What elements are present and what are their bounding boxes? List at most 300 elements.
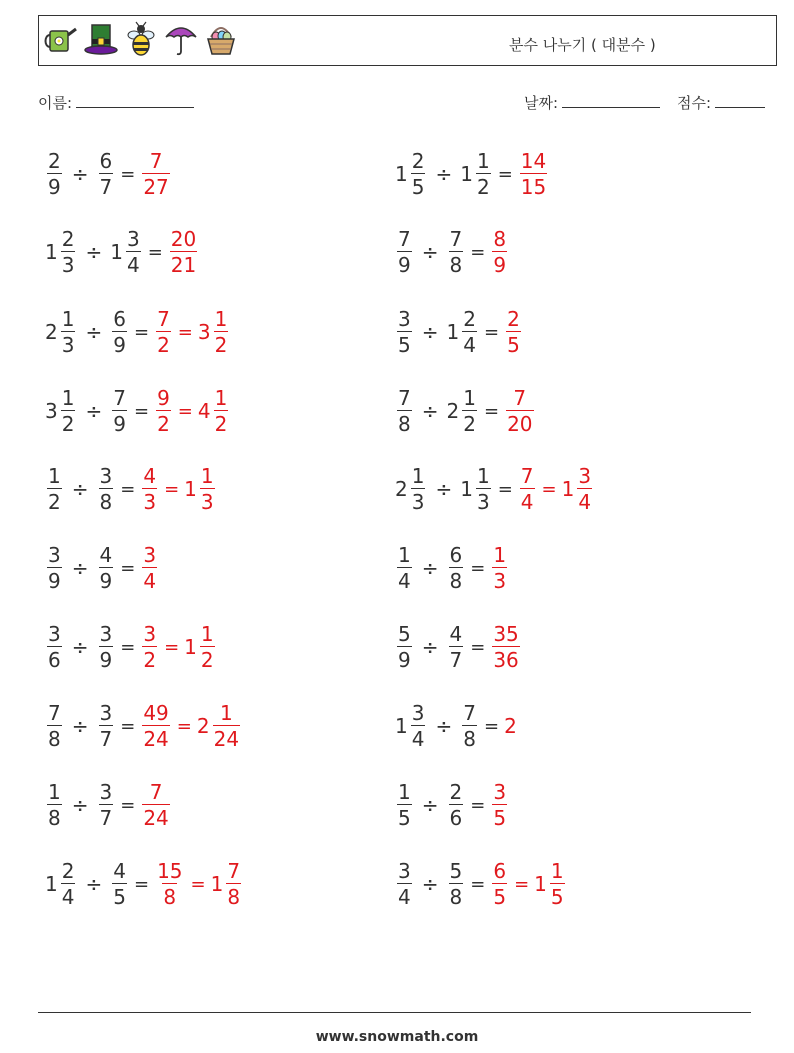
equals-sign: = — [470, 873, 486, 895]
denominator: 4 — [411, 727, 425, 751]
numerator: 5 — [398, 622, 411, 646]
numerator: 3 — [411, 701, 425, 725]
denominator: 3 — [493, 569, 507, 593]
whole-number: 1 — [45, 872, 58, 896]
fraction-stack — [397, 861, 412, 907]
numerator: 3 — [126, 227, 140, 251]
problem-item — [45, 144, 172, 204]
fraction — [45, 861, 77, 907]
numerator: 20 — [170, 227, 197, 251]
numerator: 4 — [143, 464, 157, 488]
whole-number: 1 — [210, 872, 224, 896]
numerator: 7 — [48, 701, 61, 725]
denominator: 24 — [213, 727, 240, 751]
fraction-stack — [142, 782, 169, 828]
divide-sign: ÷ — [421, 872, 439, 896]
fraction — [97, 466, 116, 512]
whole-number: 2 — [395, 477, 408, 501]
score-field — [677, 92, 765, 113]
fraction-stack — [156, 388, 171, 434]
fraction-stack — [492, 861, 507, 907]
fraction-stack — [142, 545, 157, 591]
denominator: 3 — [61, 253, 75, 277]
numerator: 7 — [149, 780, 163, 804]
denominator: 5 — [493, 885, 507, 909]
denominator: 4 — [398, 569, 411, 593]
divide-sign: ÷ — [421, 793, 439, 817]
equals-sign: = — [177, 400, 193, 422]
fraction — [140, 466, 159, 512]
name-blank[interactable] — [76, 93, 194, 108]
fraction — [395, 545, 414, 591]
divide-sign: ÷ — [421, 399, 439, 423]
numerator: 1 — [411, 464, 425, 488]
numerator: 1 — [61, 386, 75, 410]
fraction-stack — [200, 466, 215, 512]
whole-number: 1 — [446, 320, 460, 344]
divide-sign: ÷ — [85, 240, 103, 264]
equals-sign: = — [483, 400, 500, 422]
equals-sign: = — [120, 794, 136, 816]
name-label: 이름: — [38, 94, 73, 112]
whole-number: 1 — [534, 872, 547, 896]
fraction — [211, 861, 243, 907]
equals-sign: = — [483, 321, 500, 343]
date-blank[interactable] — [562, 93, 660, 108]
fraction-stack — [506, 388, 533, 434]
fraction — [395, 624, 414, 670]
problem-item — [395, 775, 509, 835]
numerator: 5 — [449, 859, 463, 883]
denominator: 2 — [200, 648, 214, 672]
denominator: 2 — [157, 412, 170, 436]
equals-sign: = — [120, 715, 136, 737]
fraction-stack — [449, 545, 464, 591]
watering-can-icon — [44, 21, 78, 57]
numerator: 6 — [493, 859, 507, 883]
denominator: 8 — [227, 885, 241, 909]
denominator: 36 — [493, 648, 519, 672]
denominator: 3 — [143, 490, 157, 514]
fraction-stack — [47, 466, 62, 512]
equals-sign: = — [497, 478, 513, 500]
denominator: 3 — [476, 490, 490, 514]
numerator: 49 — [143, 701, 169, 725]
fraction — [198, 309, 230, 355]
divide-sign: ÷ — [435, 714, 453, 738]
fraction — [97, 624, 116, 670]
denominator: 6 — [449, 806, 463, 830]
divide-sign: ÷ — [71, 162, 89, 186]
divide-sign: ÷ — [421, 320, 439, 344]
denominator: 5 — [398, 806, 411, 830]
fraction-stack — [411, 151, 426, 197]
fraction-stack — [550, 861, 565, 907]
denominator: 8 — [449, 885, 463, 909]
fraction-stack — [213, 703, 240, 749]
denominator: 9 — [99, 648, 113, 672]
denominator: 8 — [449, 253, 463, 277]
problem-item — [45, 854, 243, 914]
numerator: 7 — [157, 307, 170, 331]
numerator: 3 — [398, 307, 411, 331]
fraction — [504, 309, 523, 355]
fraction — [184, 624, 216, 670]
denominator: 5 — [113, 885, 126, 909]
fraction — [490, 229, 509, 275]
whole-number: 2 — [446, 399, 460, 423]
numerator: 35 — [493, 622, 519, 646]
problem-item — [45, 617, 217, 677]
numerator: 6 — [99, 149, 113, 173]
fraction-stack — [397, 545, 412, 591]
fraction-stack — [449, 782, 464, 828]
problem-item — [45, 538, 159, 598]
denominator: 4 — [463, 333, 476, 357]
numerator: 2 — [61, 227, 75, 251]
fraction-stack — [47, 151, 62, 197]
numerator: 7 — [149, 149, 163, 173]
denominator: 2 — [463, 412, 476, 436]
denominator: 9 — [99, 569, 113, 593]
fraction-stack — [506, 309, 521, 355]
equals-sign: = — [164, 636, 180, 658]
fraction — [45, 388, 77, 434]
fraction — [110, 388, 129, 434]
numerator: 1 — [476, 464, 490, 488]
problem-item — [45, 696, 242, 756]
equals-sign: = — [497, 163, 513, 185]
fraction — [140, 545, 159, 591]
numerator: 1 — [214, 386, 228, 410]
fraction-stack — [397, 388, 412, 434]
fraction-stack — [462, 309, 477, 355]
fraction — [447, 388, 479, 434]
denominator: 2 — [214, 333, 228, 357]
fraction — [395, 466, 427, 512]
divide-sign: ÷ — [421, 635, 439, 659]
whole-number: 1 — [395, 162, 408, 186]
fraction — [154, 861, 185, 907]
fraction — [490, 861, 509, 907]
problem-item — [45, 381, 230, 441]
equals-sign: = — [120, 636, 136, 658]
header-box — [38, 15, 777, 66]
denominator: 24 — [143, 727, 169, 751]
equals-sign: = — [514, 873, 530, 895]
fraction — [490, 545, 509, 591]
fraction — [197, 703, 242, 749]
numerator: 3 — [493, 780, 507, 804]
fraction — [447, 782, 466, 828]
denominator: 4 — [143, 569, 157, 593]
fraction-stack — [411, 466, 426, 512]
fraction-stack — [476, 466, 491, 512]
fraction — [460, 703, 479, 749]
fraction-stack — [397, 229, 412, 275]
denominator: 21 — [170, 253, 197, 277]
denominator: 5 — [411, 175, 425, 199]
denominator: 5 — [507, 333, 520, 357]
problem-item — [395, 538, 509, 598]
problem-item — [395, 617, 522, 677]
numerator: 2 — [411, 149, 425, 173]
denominator: 4 — [61, 885, 75, 909]
fraction-stack — [200, 624, 215, 670]
fraction — [45, 624, 64, 670]
numerator: 4 — [449, 622, 463, 646]
fraction-stack — [61, 861, 76, 907]
numerator: 7 — [398, 227, 411, 251]
whole-number: 1 — [460, 162, 473, 186]
fraction-stack — [142, 466, 157, 512]
divide-sign: ÷ — [71, 477, 89, 501]
denominator: 8 — [163, 885, 177, 909]
fraction-stack — [397, 309, 412, 355]
numerator: 3 — [398, 859, 411, 883]
fraction-stack — [112, 861, 127, 907]
bee-icon — [124, 21, 158, 57]
equals-sign: = — [133, 321, 150, 343]
whole-number: 4 — [197, 399, 211, 423]
fraction — [140, 782, 171, 828]
denominator: 3 — [411, 490, 425, 514]
fraction-stack — [47, 624, 62, 670]
whole-number: 1 — [110, 240, 123, 264]
equals-sign: = — [133, 873, 150, 895]
answer-integer: 2 — [504, 714, 517, 738]
fraction-stack — [47, 703, 62, 749]
fraction — [447, 545, 466, 591]
divide-sign: ÷ — [435, 477, 453, 501]
problem-item — [395, 144, 549, 204]
fraction-stack — [449, 861, 464, 907]
fraction — [45, 703, 64, 749]
fraction — [140, 624, 159, 670]
fraction-stack — [142, 624, 157, 670]
numerator: 2 — [48, 149, 61, 173]
fraction-stack — [61, 229, 76, 275]
denominator: 2 — [143, 648, 157, 672]
denominator: 8 — [48, 727, 61, 751]
numerator: 14 — [520, 149, 547, 173]
divide-sign: ÷ — [71, 714, 89, 738]
fraction-stack — [492, 782, 507, 828]
fraction — [518, 466, 537, 512]
numerator: 1 — [200, 622, 214, 646]
fraction — [534, 861, 566, 907]
easter-basket-icon — [204, 21, 238, 57]
fraction-stack — [47, 545, 62, 591]
numerator: 1 — [200, 464, 214, 488]
fraction-stack — [476, 151, 491, 197]
whole-number: 3 — [45, 399, 58, 423]
denominator: 8 — [449, 569, 463, 593]
fraction — [518, 151, 549, 197]
numerator: 1 — [219, 701, 233, 725]
denominator: 24 — [143, 806, 169, 830]
problem-item — [395, 854, 567, 914]
numerator: 2 — [61, 859, 75, 883]
fraction-stack — [99, 545, 114, 591]
fraction — [45, 466, 64, 512]
problem-item — [395, 459, 594, 519]
fraction — [45, 309, 77, 355]
equals-sign: = — [120, 163, 136, 185]
fraction — [395, 388, 414, 434]
fraction — [154, 388, 173, 434]
problem-item — [395, 302, 523, 362]
divide-sign: ÷ — [85, 399, 103, 423]
whole-number: 1 — [184, 635, 197, 659]
fraction-stack — [99, 624, 114, 670]
denominator: 9 — [398, 648, 411, 672]
fraction — [97, 545, 116, 591]
denominator: 6 — [48, 648, 61, 672]
equals-sign: = — [190, 873, 206, 895]
fraction-stack — [411, 703, 426, 749]
fraction-stack — [156, 309, 171, 355]
denominator: 20 — [507, 412, 533, 436]
fraction-stack — [520, 466, 535, 512]
fraction — [490, 782, 509, 828]
numerator: 2 — [463, 307, 476, 331]
whole-number: 1 — [561, 477, 575, 501]
numerator: 1 — [214, 307, 228, 331]
equals-sign: = — [470, 636, 486, 658]
fraction — [395, 151, 427, 197]
leprechaun-hat-icon — [84, 21, 118, 57]
footer-divider — [38, 1012, 751, 1013]
date-label: 날짜: — [524, 94, 559, 112]
fraction-stack — [61, 388, 76, 434]
fraction-stack — [449, 624, 464, 670]
numerator: 15 — [157, 859, 183, 883]
fraction-stack — [126, 229, 141, 275]
numerator: 7 — [398, 386, 411, 410]
fraction — [562, 466, 594, 512]
numerator: 6 — [449, 543, 463, 567]
fraction-stack — [112, 388, 127, 434]
fraction-stack — [214, 388, 229, 434]
numerator: 7 — [113, 386, 126, 410]
problem-item — [395, 381, 536, 441]
fraction — [460, 466, 492, 512]
whole-number: 2 — [45, 320, 58, 344]
numerator: 3 — [48, 622, 61, 646]
fraction — [198, 388, 230, 434]
denominator: 9 — [113, 333, 126, 357]
denominator: 4 — [398, 885, 411, 909]
fraction-stack — [99, 703, 114, 749]
denominator: 2 — [476, 175, 490, 199]
divide-sign: ÷ — [71, 635, 89, 659]
fraction — [447, 229, 466, 275]
numerator: 3 — [99, 622, 113, 646]
denominator: 9 — [493, 253, 507, 277]
denominator: 7 — [99, 175, 113, 199]
fraction — [395, 782, 414, 828]
divide-sign: ÷ — [421, 240, 439, 264]
whole-number: 2 — [196, 714, 210, 738]
denominator: 5 — [493, 806, 507, 830]
equals-sign: = — [470, 794, 486, 816]
denominator: 8 — [463, 727, 476, 751]
equals-sign: = — [164, 478, 180, 500]
fraction-stack — [47, 782, 62, 828]
score-blank[interactable] — [715, 93, 765, 108]
fraction — [154, 309, 173, 355]
denominator: 9 — [113, 412, 126, 436]
numerator: 4 — [113, 859, 126, 883]
whole-number: 3 — [197, 320, 211, 344]
fraction-stack — [142, 703, 169, 749]
equals-sign: = — [470, 557, 486, 579]
fraction-stack — [226, 861, 241, 907]
numerator: 7 — [520, 464, 534, 488]
numerator: 8 — [493, 227, 507, 251]
fraction — [45, 545, 64, 591]
fraction-stack — [214, 309, 229, 355]
denominator: 9 — [48, 569, 61, 593]
fraction — [395, 309, 414, 355]
numerator: 1 — [48, 780, 61, 804]
denominator: 3 — [200, 490, 214, 514]
problem-item — [45, 775, 172, 835]
denominator: 4 — [520, 490, 534, 514]
problem-item — [395, 696, 517, 756]
divide-sign: ÷ — [85, 320, 103, 344]
numerator: 3 — [143, 622, 157, 646]
fraction-stack — [99, 151, 114, 197]
denominator: 2 — [214, 412, 228, 436]
fraction — [490, 624, 521, 670]
denominator: 8 — [48, 806, 61, 830]
equals-sign: = — [120, 557, 136, 579]
numerator: 3 — [99, 780, 113, 804]
problem-item — [45, 302, 230, 362]
footer-site: www.snowmath.com — [315, 1029, 479, 1045]
fraction-stack — [492, 624, 519, 670]
problem-item — [45, 222, 199, 282]
equals-sign: = — [133, 400, 150, 422]
fraction-stack — [577, 466, 592, 512]
fraction-stack — [397, 624, 412, 670]
denominator: 15 — [520, 175, 547, 199]
denominator: 7 — [449, 648, 463, 672]
fraction-stack — [142, 151, 169, 197]
divide-sign: ÷ — [71, 556, 89, 580]
numerator: 7 — [513, 386, 527, 410]
fraction-stack — [99, 466, 114, 512]
fraction — [168, 229, 199, 275]
fraction-stack — [520, 151, 547, 197]
numerator: 2 — [507, 307, 520, 331]
fraction — [110, 229, 142, 275]
fraction — [395, 229, 414, 275]
denominator: 5 — [550, 885, 564, 909]
fraction — [140, 151, 171, 197]
denominator: 2 — [61, 412, 75, 436]
equals-sign: = — [147, 241, 163, 263]
fraction — [184, 466, 216, 512]
fraction-stack — [449, 229, 464, 275]
fraction — [45, 229, 77, 275]
denominator: 4 — [126, 253, 140, 277]
divide-sign: ÷ — [435, 162, 453, 186]
fraction — [447, 624, 466, 670]
numerator: 6 — [113, 307, 126, 331]
